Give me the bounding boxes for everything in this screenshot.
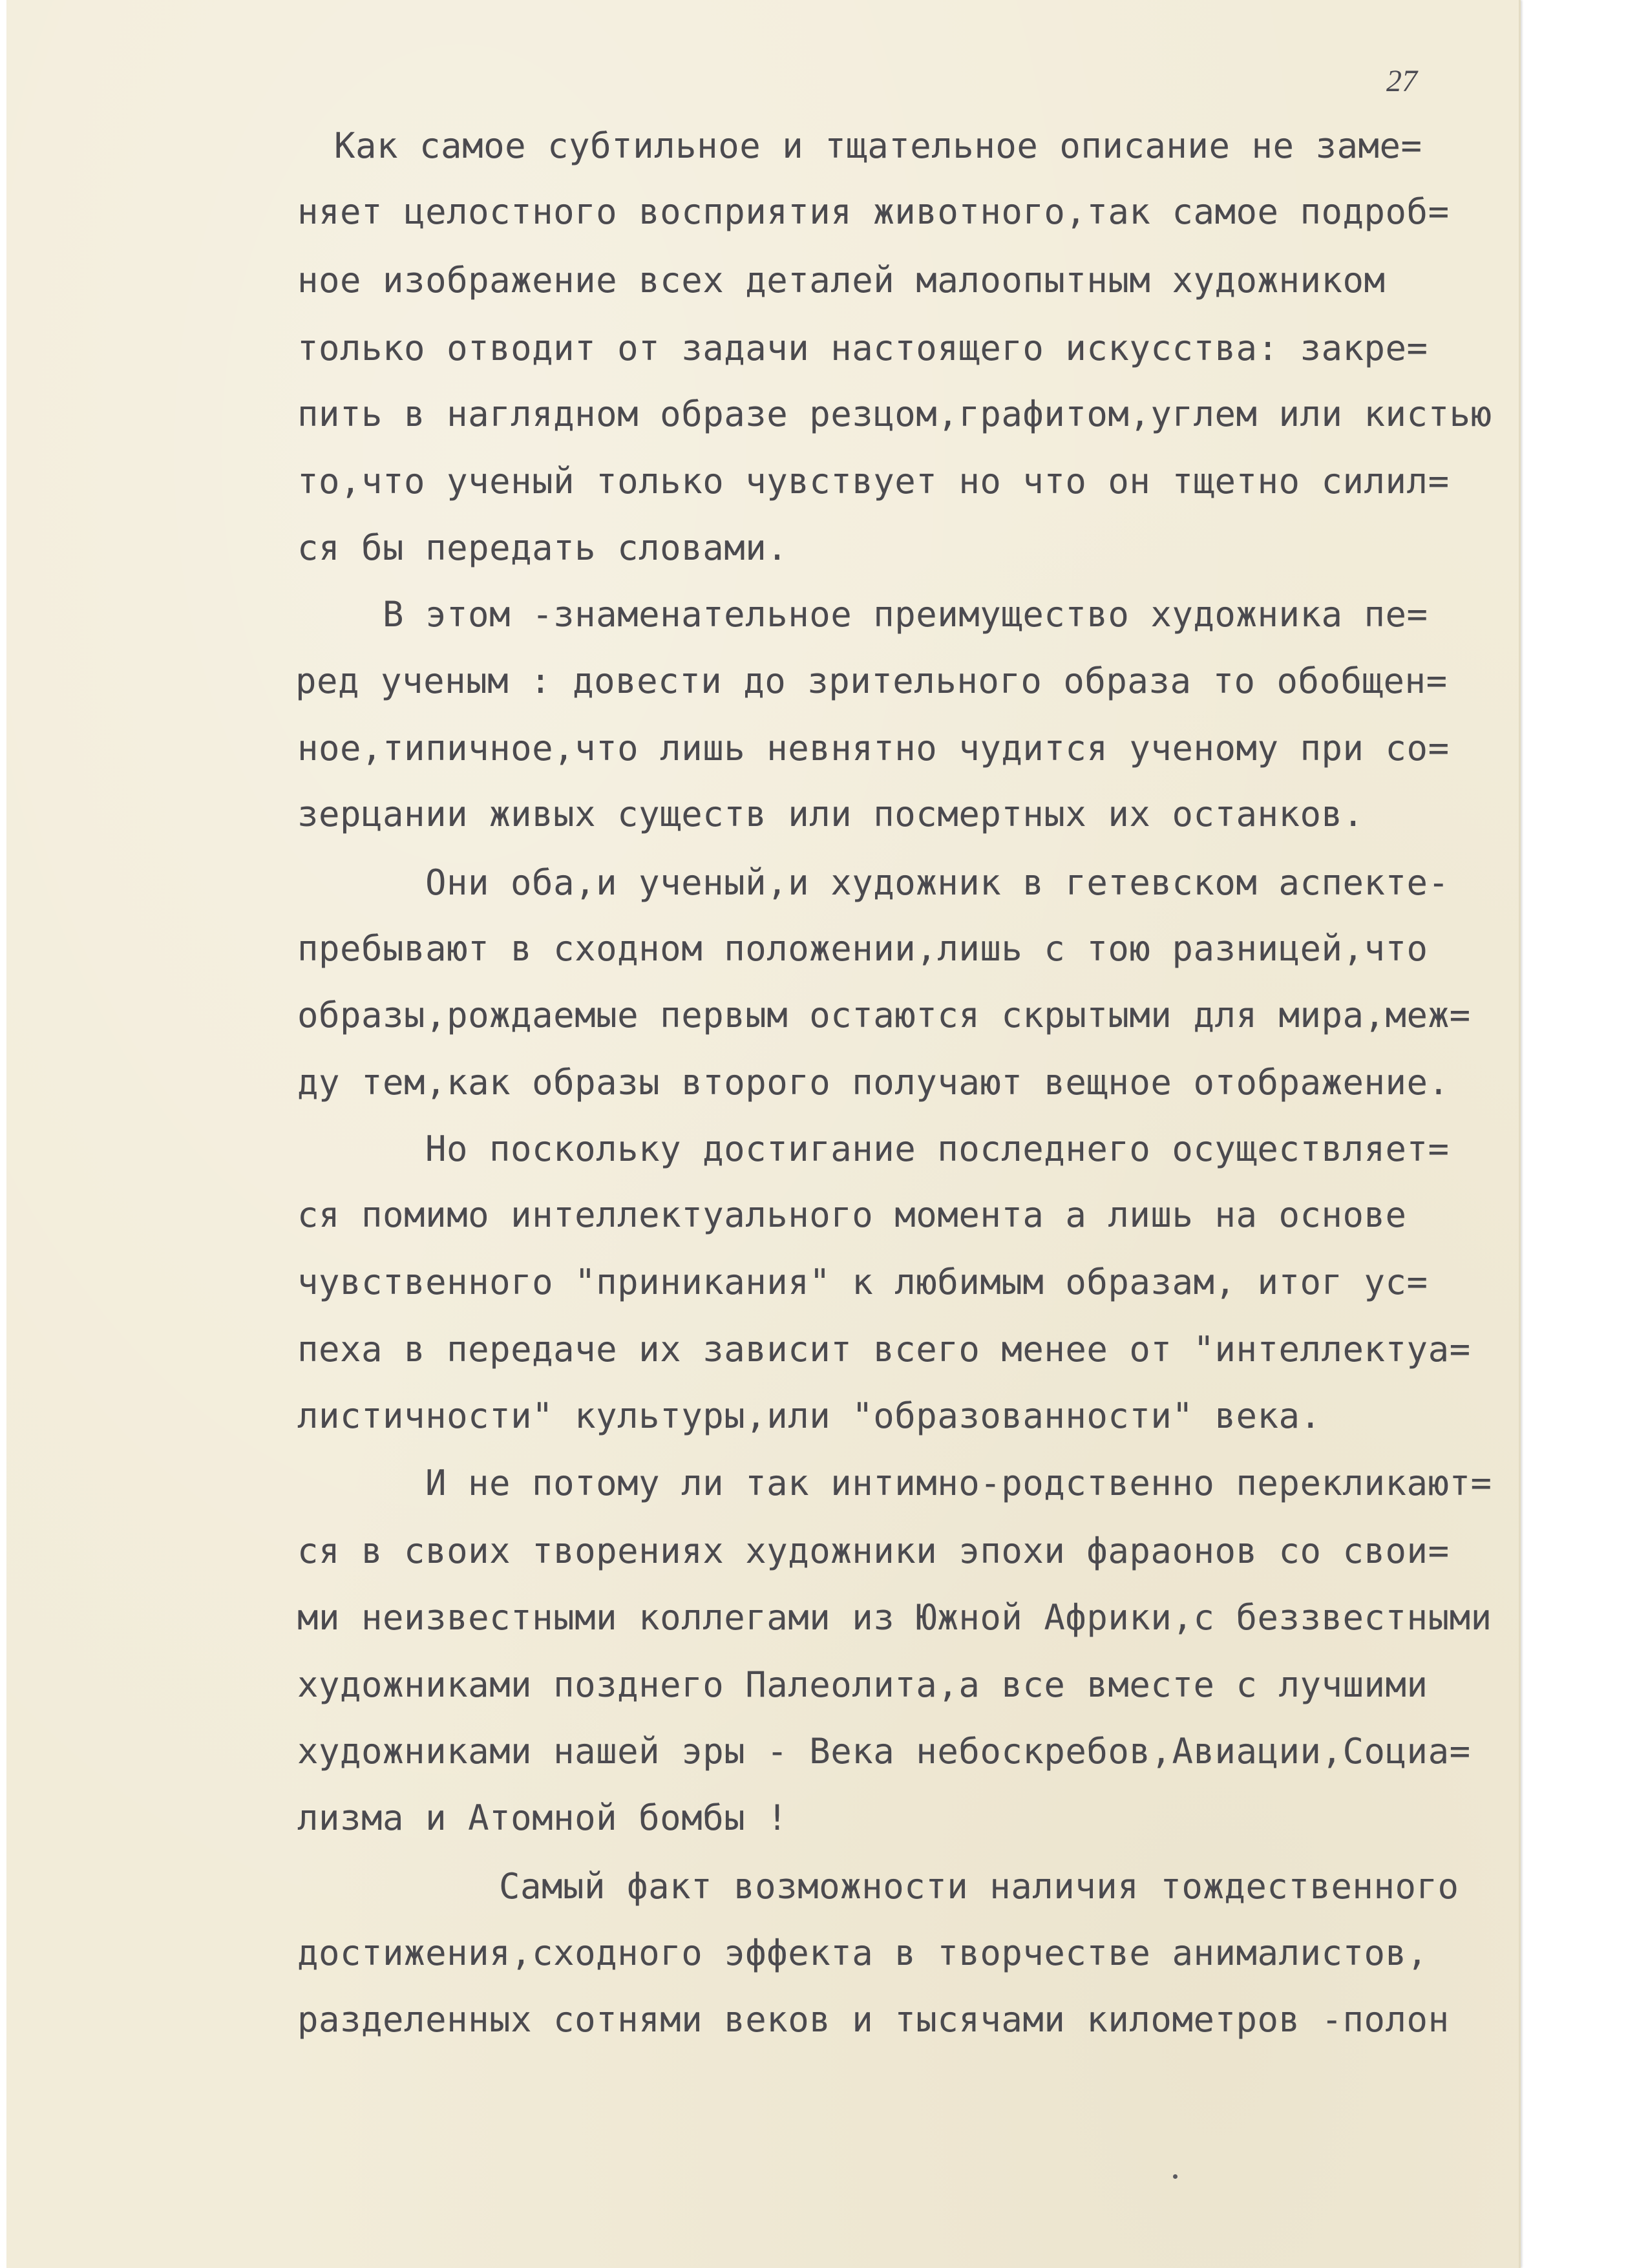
- text-line: ми неизвестными коллегами из Южной Африки,с беззвестными: [297, 1597, 1492, 1638]
- text-line: то,что ученый только чувствует но что он тщетно силил=: [297, 461, 1450, 502]
- text-line: В этом -знаменательное преимущество художника пе=: [383, 594, 1428, 635]
- text-line: чувственного "приникания" к любимым образам, итог ус=: [297, 1262, 1428, 1302]
- text-line: только отводит от задачи настоящего искусства: закре=: [297, 328, 1428, 368]
- typewritten-text: [6, 0, 1519, 2268]
- text-line: ное изображение всех деталей малоопытным художником: [297, 260, 1386, 301]
- text-line: зерцании живых существ или посмертных их останков.: [297, 794, 1364, 834]
- text-line: ное,типичное,что лишь невнятно чудится ученому при со=: [297, 728, 1450, 768]
- text-line: разделенных сотнями веков и тысячами километров -полон: [297, 1999, 1450, 2040]
- text-line: ся в своих творениях художники эпохи фараонов со свои=: [297, 1531, 1450, 1571]
- text-line: ред ученым : довести до зрительного образа то обобщен=: [295, 661, 1448, 701]
- text-line: И не потому ли так интимно-родственно перекликают=: [425, 1463, 1492, 1503]
- text-line: пребывают в сходном положении,лишь с тою разницей,что: [297, 928, 1428, 969]
- text-line: Но поскольку достигание последнего осуществляет=: [425, 1129, 1450, 1169]
- text-line: ду тем,как образы второго получают вещное отображение.: [297, 1062, 1450, 1103]
- text-line: достижения,сходного эффекта в творчестве анималистов,: [297, 1933, 1428, 1973]
- text-line: образы,рождаемые первым остаются скрытыми для мира,меж=: [297, 995, 1471, 1035]
- page-number: 27: [1386, 64, 1417, 98]
- text-line: Самый факт возможности наличия тождественного: [499, 1866, 1459, 1907]
- text-line: художниками позднего Палеолита,а все вместе с лучшими: [297, 1664, 1428, 1705]
- text-line: Как самое субтильное и тщательное описание не заме=: [334, 125, 1422, 166]
- text-line: художниками нашей эры - Века небоскребов,Авиации,Социа=: [297, 1731, 1471, 1772]
- text-line: лизма и Атомной бомбы !: [297, 1797, 788, 1838]
- text-line: листичности" культуры,или "образованности" века.: [297, 1395, 1322, 1436]
- text-line: ся помимо интеллектуального момента а лишь на основе: [297, 1194, 1407, 1235]
- paper-sheet: [6, 0, 1521, 2268]
- text-line: пеха в передаче их зависит всего менее от "интеллектуа=: [297, 1329, 1471, 1370]
- text-line: няет целостного восприятия животного,так самое подроб=: [297, 191, 1450, 232]
- text-line: пить в наглядном образе резцом,графитом,углем или кистью: [297, 394, 1492, 434]
- ink-speck: [1173, 2174, 1178, 2179]
- text-line: Они оба,и ученый,и художник в гетевском аспекте-: [425, 862, 1450, 903]
- text-line: ся бы передать словами.: [297, 527, 788, 568]
